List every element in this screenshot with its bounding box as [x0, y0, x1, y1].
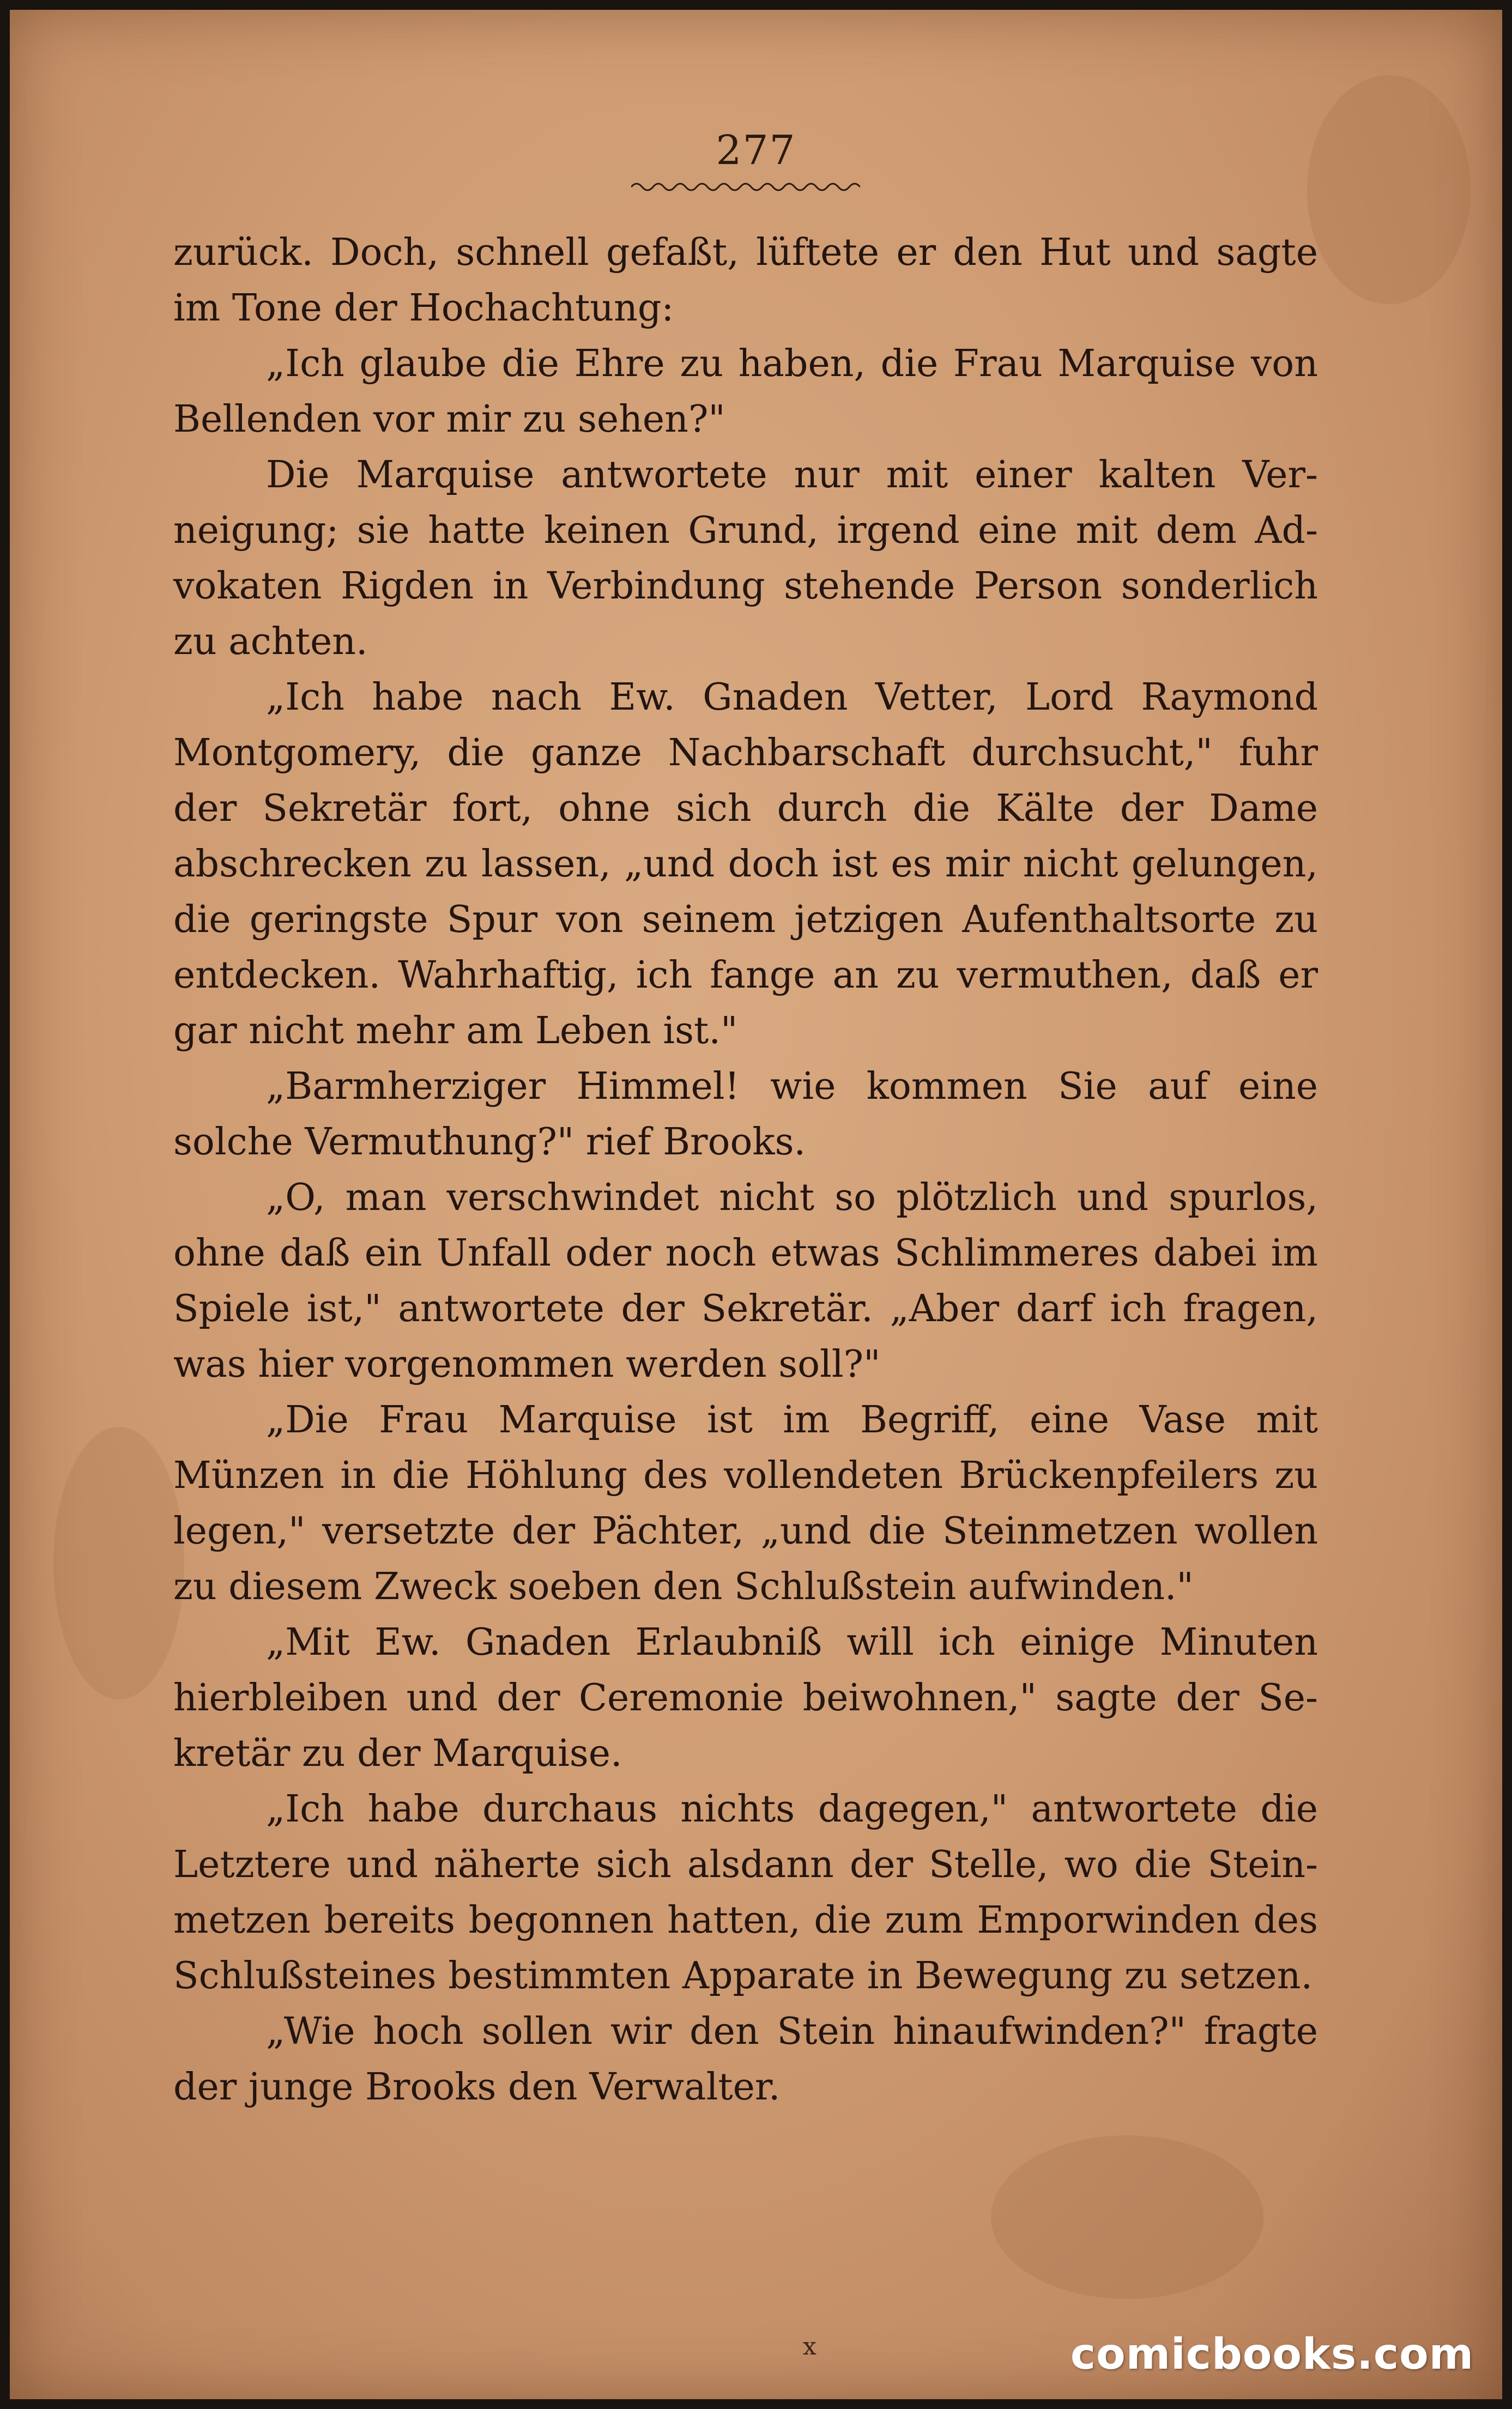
paragraph: „Ich habe nach Ew. Gnaden Vetter, Lord Raymond Montgomery, die ganze Nachbarschaft durchsucht," fuhr der Sekretär fort, ohne sich durch die Kälte der Dame abschrecken zu lassen, „und doch ist es mir nicht gelungen, die geringste Spur von seinem jetzigen Aufenthaltsorte zu entdecken. Wahrhaftig, ich fange an zu vermuthen, daß er gar nicht mehr am Leben ist.": [173, 676, 1318, 1052]
footer-mark: x: [803, 2333, 817, 2360]
paper-stain: [991, 2135, 1263, 2299]
paragraph: Die Marquise antwortete nur mit einer kalten Verneigung; sie hatte keinen Grund, irgend eine mit dem Advokaten Rigden in Verbindung stehende Person sonderlich zu achten.: [173, 453, 1318, 663]
paragraph: „O, man verschwindet nicht so plötzlich und spurlos, ohne daß ein Unfall oder noch etwas Schlimmeres dabei im Spiele ist," antwortete der Sekretär. „Aber darf ich fragen, was hier vorgenommen werden soll?": [173, 1176, 1318, 1386]
paragraph: „Die Frau Marquise ist im Begriff, eine Vase mit Münzen in die Höhlung des vollendeten Brückenpfeilers zu legen," versetzte der Pächter, „und die Steinmetzen wollen zu diesem Zweck soeben den Schlußstein aufwinden.": [173, 1399, 1318, 1608]
paragraph: „Ich glaube die Ehre zu haben, die Frau Marquise von Bellenden vor mir zu sehen?": [173, 342, 1318, 441]
paragraph: „Wie hoch sollen wir den Stein hinaufwinden?" fragte der junge Brooks den Verwalter.: [173, 2010, 1318, 2109]
paragraph: „Mit Ew. Gnaden Erlaubniß will ich einige Minuten hierbleiben und der Ceremonie beiwohnen," sagte der Sekretär zu der Marquise.: [173, 1621, 1318, 1775]
paper-stain: [53, 1427, 184, 1699]
body-text: [173, 225, 1318, 2115]
book-page: [10, 10, 1502, 2399]
wavy-rule-ornament: [631, 179, 860, 195]
page-number: 277: [716, 127, 796, 174]
paragraph: „Barmherziger Himmel! wie kommen Sie auf eine solche Vermuthung?" rief Brooks.: [173, 1065, 1318, 1164]
paragraph: „Ich habe durchaus nichts dagegen," antwortete die Letztere und näherte sich alsdann der Stelle, wo die Steinmetzen bereits begonnen hatten, die zum Emporwinden des Schlußsteines bestimmten Apparate in Bewegung zu setzen.: [173, 1788, 1318, 1998]
paper-stain: [1307, 75, 1471, 304]
paragraph: zurück. Doch, schnell gefaßt, lüftete er den Hut und sagte im Tone der Hochachtung:: [173, 231, 1318, 330]
watermark: comicbooks.com: [1070, 2330, 1474, 2379]
